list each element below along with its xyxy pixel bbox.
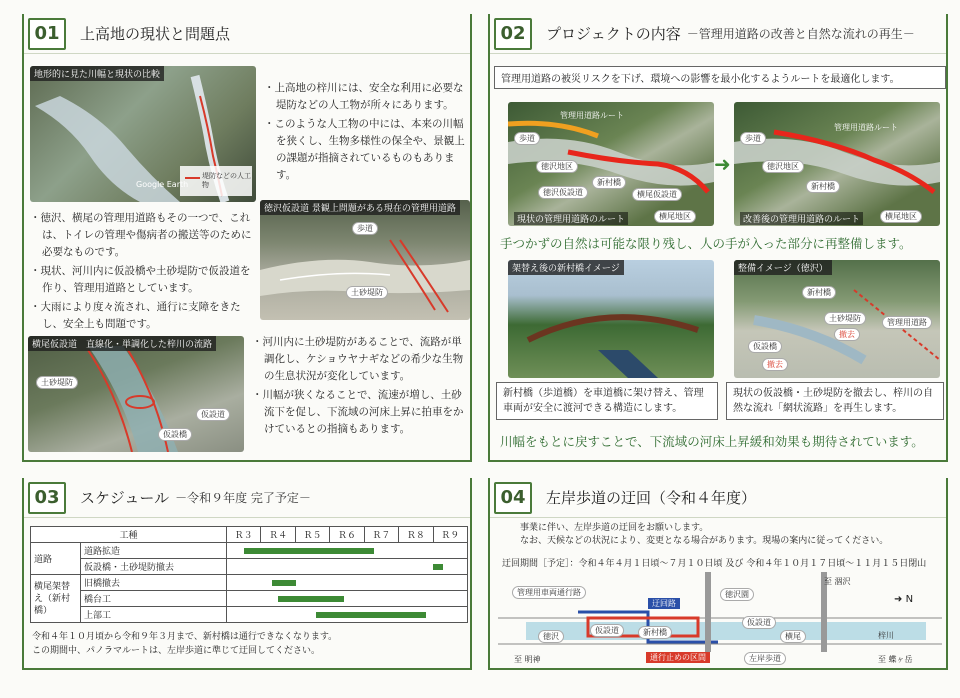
gantt-bar [278,596,343,602]
section-03 [22,478,472,670]
bullet-text: ・徳沢、横尾の管理用道路もその一つで、これは、トイレの管理や傷病者の搬送等のために必要なものです。 [30,212,252,258]
schedule-table [30,526,468,623]
detour-map [498,572,942,666]
detour-route-label: 迂回路 [648,598,680,609]
section-number: 02 [494,18,532,50]
map-label: 歩道 [740,132,766,145]
map-label: 至 蝶ヶ岳 [878,655,913,664]
closed-section-label: 通行止めの区間 [646,652,710,663]
year-header: Ｒ５ [295,527,329,543]
map-label: 歩道 [514,132,540,145]
route-optimization-banner: 管理用道路の被災リスクを下げ、環境への影響を最小化するようルートを最適化します。 [494,66,946,89]
map-label: 歩道 [352,222,378,235]
bullet-text: ・河川内に土砂堤防があることで、流路が単調化し、ケショウヤナギなどの希少な生物の生息状況が変化しています。 [252,336,464,382]
policy-statement: 手つかずの自然は可能な限り残し、人の手が入った部分に再整備します。 [500,236,912,251]
gantt-bar [316,612,426,618]
section-04-header [490,478,946,518]
table-row [31,575,468,591]
table-header-row [31,527,468,543]
map-label: 土砂堤防 [824,312,866,325]
section-04 [488,478,948,670]
new-bridge-image [508,260,714,378]
schedule-notes [32,630,337,658]
river-restoration-note: 現状の仮設橋・土砂堤防を撤去し、梓川の自然な流れ「網状流路」を再生します。 [726,382,944,420]
year-header: Ｒ４ [261,527,295,543]
removal-label: 撤去 [762,358,788,371]
year-header: Ｒ６ [330,527,364,543]
section-01 [22,14,472,462]
section-number: 03 [28,482,66,514]
section-03-header [24,478,470,518]
bullet-text: ・川幅が狭くなることで、流速が増し、土砂流下を促し、下流域の河床上昇に拍車をかけているとの指摘もあります。 [252,389,464,435]
map-label: 徳沢地区 [762,160,804,173]
map-label: 仮設橋 [748,340,782,353]
year-header: Ｒ７ [364,527,398,543]
section-02-header [490,14,946,54]
map-label: 土砂堤防 [346,286,388,299]
section-subtitle: －管理用道路の改善と自然な流れの再生－ [686,27,915,41]
task-label: 上部工 [81,607,227,623]
section-subtitle: －令和９年度 完了予定－ [175,491,311,505]
section-01-header [24,14,470,54]
photo-caption: 整備イメージ（徳沢） [734,260,832,275]
detour-period: 迂回期間［予定］：令和４年４月１日頃～７月１０日頃 及び 令和４年１０月１７日頃～１１月１５日閉山 [502,559,927,569]
expected-effect-statement: 川幅をもとに戻すことで、下流域の河床上昇緩和効果も期待されています。 [500,434,924,449]
detour-description [520,522,888,548]
schedule-note: 令和４年１０月頃から令和９年３月まで、新村橋は通行できなくなります。 [32,632,338,642]
gantt-track [226,607,467,623]
river-width-comparison-image [30,66,256,202]
map-label: 横尾仮設道 [632,188,682,201]
yokoo-temporary-road-image [28,336,244,452]
photo-caption: 架替え後の新村橋イメージ [508,260,624,275]
bullet-text: ・大雨により度々流され、通行に支障をきたし、安全上も問題です。 [30,301,241,330]
legend-label: 堤防などの人工物 [202,172,251,189]
map-caption: 改善後の管理用道路のルート [740,212,863,225]
map-label: 土砂堤防 [36,376,78,389]
gantt-track [226,543,467,559]
gantt-track [226,559,467,575]
map-label: 徳沢 [538,630,564,643]
map-label: 横尾地区 [654,210,696,223]
map-label: 徳沢地区 [536,160,578,173]
map-caption: 現状の管理用道路のルート [514,212,628,225]
map-label: 新村橋 [592,176,626,189]
table-row [31,559,468,575]
bridge-replacement-note: 新村橋（歩道橋）を車道橋に架け替え、管理車両が安全に渡河できる構造にします。 [496,382,718,420]
map-label: 仮設橋 [158,428,192,441]
section-number: 01 [28,18,66,50]
map-label: 新村橋 [802,286,836,299]
bullets-bottom [252,334,470,440]
tokusawa-temporary-road-image [260,200,470,320]
gantt-track [226,575,467,591]
gantt-bar [272,580,296,586]
task-label: 橋台工 [81,591,227,607]
map-label: 横尾 [780,630,806,643]
column-header: 工種 [31,527,227,543]
north-label: N [905,594,914,605]
map-label: 至 明神 [514,655,541,664]
map-label: 仮設道 [590,624,624,637]
bullet-text: ・現状、河川内に仮設橋や土砂堤防で仮設道を作り、管理用道路としています。 [30,265,251,294]
map-label: 横尾地区 [880,210,922,223]
task-label: 仮設橋・土砂堤防撤去 [81,559,227,575]
year-header: Ｒ８ [399,527,433,543]
map-label: 新村橋 [638,626,672,639]
map-label: 徳沢仮設道 [538,186,588,199]
section-title: プロジェクトの内容 [546,25,681,43]
bullet-text: ・上高地の梓川には、安全な利用に必要な堤防などの人工物が所々にあります。 [264,82,464,111]
task-label: 旧橋撤去 [81,575,227,591]
gantt-bar [244,548,374,554]
removal-label: 撤去 [834,328,860,341]
map-label: 仮設道 [742,616,776,629]
north-arrow-icon: ➜ N [894,594,914,605]
schedule-note: この期間中、パノラマルートは、左岸歩道に準じて迂回してください。 [32,646,321,656]
map-label: 管理用車両通行路 [512,586,586,599]
gantt-bar [433,564,443,570]
table-row [31,607,468,623]
photo-caption: 徳沢仮設道 景観上問題がある現在の管理用道路 [260,200,460,215]
map-label: 徳沢園 [720,588,754,601]
description-line: なお、天候などの状況により、変更となる場合があります。現場の案内に従ってください。 [520,536,889,546]
description-line: 事業に伴い、左岸歩道の迂回をお願いします。 [520,523,709,533]
map-label: 至 涸沢 [824,577,851,586]
section-title: 左岸歩道の迂回（令和４年度） [546,489,757,507]
map-label: 管理用道路 [882,316,932,329]
section-title: スケジュール [80,489,170,507]
table-row [31,591,468,607]
year-header: Ｒ３ [226,527,260,543]
photo-caption: 地形的に見た川幅と現状の比較 [30,66,164,81]
gantt-track [226,591,467,607]
current-route-map [508,102,714,226]
tokusawa-restoration-image [734,260,940,378]
map-label: 左岸歩道 [744,652,786,665]
task-label: 道路拡造 [81,543,227,559]
improved-route-map [734,102,940,226]
group-label: 横尾架替え（新村橋） [31,575,81,623]
section-title: 上高地の現状と問題点 [80,25,231,43]
group-label: 道路 [31,543,81,575]
river-label: 梓川 [878,631,894,640]
photo-caption: 横尾仮設道 直線化・単調化した梓川の流路 [28,336,216,351]
section-number: 04 [494,482,532,514]
map-label: 新村橋 [806,180,840,193]
bullet-text: ・このような人工物の中には、本来の川幅を狭くし、生物多様性の保全や、景観上の課題が指摘されているものもあります。 [264,118,465,181]
table-row [31,543,468,559]
map-label: 仮設道 [196,408,230,421]
map-route-label: 管理用道路ルート [560,111,624,120]
arrow-right-icon: ➜ [714,152,731,176]
bullets-left [30,210,256,335]
year-header: Ｒ９ [433,527,467,543]
image-credit: Google Earth [136,180,189,189]
bullets-right [264,80,470,186]
section-02 [488,14,948,462]
map-route-label: 管理用道路ルート [834,123,898,132]
